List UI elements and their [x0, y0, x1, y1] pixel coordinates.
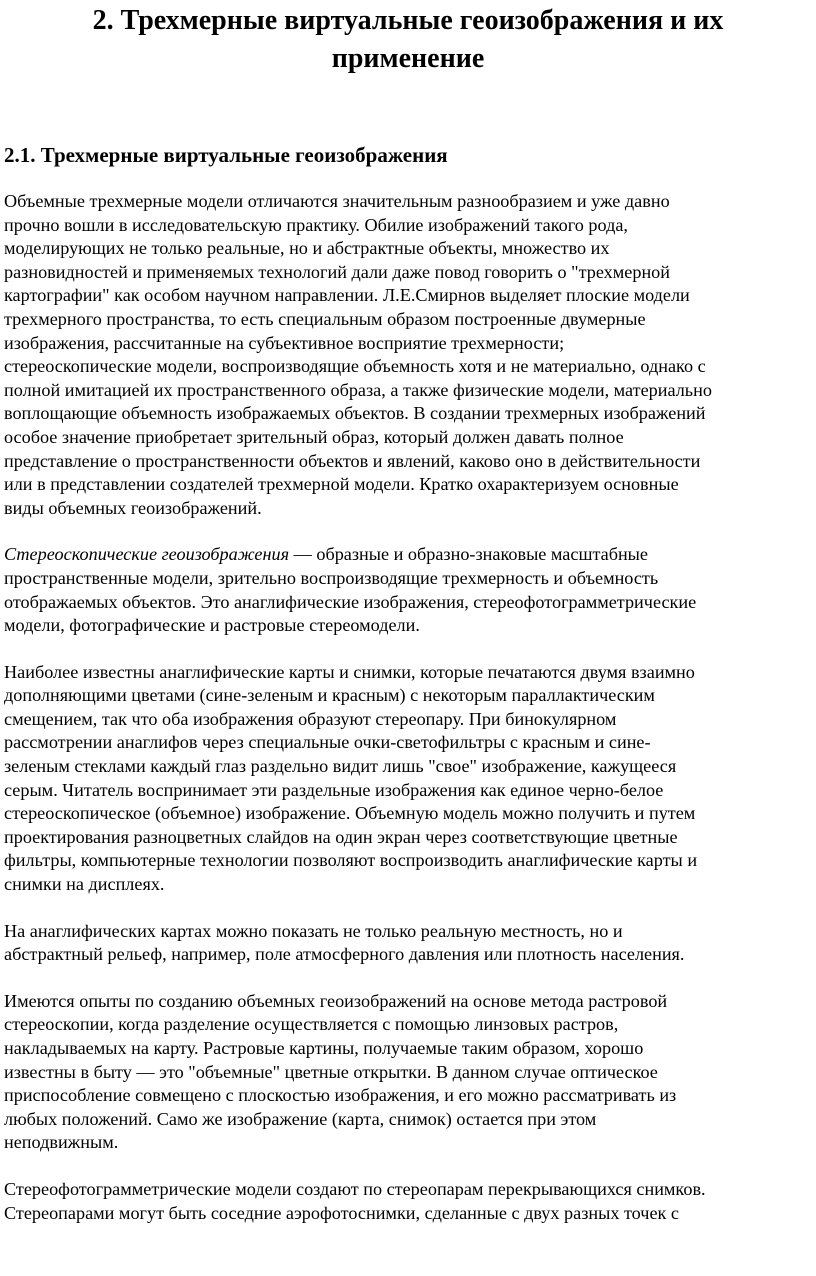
text-line: или в представлении создателей трехмерной модели. Кратко охарактеризуем основные	[4, 474, 679, 495]
text-line: прочно вошли в исследовательскую практику. Обилие изображений такого рода,	[4, 214, 628, 235]
text-line: Стереофотограмметрические модели создают по стереопарам перекрывающихся снимков.	[4, 1178, 706, 1199]
text-line: Объемные трехмерные модели отличаются значительным разнообразием и уже давно	[4, 191, 670, 211]
paragraph-anaglyph-maps	[4, 920, 816, 967]
text-line: снимки на дисплеях.	[4, 874, 165, 895]
title-line: 2. Трехмерные виртуальные геоизображения и их	[92, 5, 724, 36]
text-line: рассмотрении анаглифов через специальные очки-светофильтры с красным и сине-	[4, 732, 651, 753]
text-line: виды объемных геоизображений.	[4, 497, 262, 518]
text-line: Имеются опыты по созданию объемных геоизображений на основе метода растровой	[4, 990, 668, 1011]
text-line: представление о пространственности объектов и явлений, каково оно в действительности	[4, 450, 701, 471]
text-line: На анаглифических картах можно показать не только реальную местность, но и	[4, 920, 623, 941]
text-line	[4, 543, 816, 567]
text-line: разновидностей и применяемых технологий дали даже повод говорить о "трехмерной	[4, 261, 671, 282]
text-fragment: — образные и образно-знаковые масштабные	[289, 544, 648, 565]
paragraph-photogrammetric	[4, 1178, 816, 1225]
title-line: применение	[331, 43, 485, 74]
text-line: картографии" как особом научном направлении. Л.Е.Смирнов выделяет плоские модели	[4, 285, 690, 306]
text-line: стереоскопии, когда разделение осуществляется с помощью линзовых растров,	[4, 1014, 619, 1035]
text-line: особое значение приобретает зрительный образ, который должен давать полное	[4, 426, 624, 447]
text-line: воплощающие объемность изображаемых объектов. В создании трехмерных изображений	[4, 403, 706, 424]
section-heading: 2.1. Трехмерные виртуальные геоизображения	[4, 143, 448, 167]
text-line: неподвижным.	[4, 1132, 119, 1153]
text-line: дополняющими цветами (сине-зеленым и красным) с некоторым параллактическим	[4, 685, 655, 706]
text-line: абстрактный рельеф, например, поле атмосферного давления или плотность населения.	[4, 944, 685, 965]
text-line: серым. Читатель воспринимает эти раздельные изображения как единое черно-белое	[4, 779, 664, 800]
text-line: Стереопарами могут быть соседние аэрофотоснимки, сделанные с двух разных точек с	[4, 1202, 679, 1223]
text-line: моделирующих не только реальные, но и абстрактные объекты, множество их	[4, 238, 610, 259]
text-line: проектирования разноцветных слайдов на один экран через соответствующие цветные	[4, 826, 678, 847]
text-line: накладываемых на карту. Растровые картины, получаемые таким образом, хорошо	[4, 1038, 644, 1058]
text-line: пространственные модели, зрительно воспроизводящие трехмерность и объемность	[4, 567, 659, 588]
text-line: приспособление совмещено с плоскостью изображения, и его можно рассматривать из	[4, 1085, 677, 1106]
text-line: стереоскопические модели, воспроизводящие объемность хотя и не материально, однако с	[4, 356, 706, 377]
text-line: полной имитацией их пространственного образа, а также физические модели, материально	[4, 379, 712, 400]
text-line: любых положений. Само же изображение (карта, снимок) остается при этом	[4, 1108, 597, 1129]
text-line: стереоскопическое (объемное) изображение. Объемную модель можно получить и путем	[4, 803, 696, 824]
paragraph-raster	[4, 990, 816, 1155]
text-line: известны в быту — это "объемные" цветные открытки. В данном случае оптическое	[4, 1061, 658, 1082]
text-line: фильтры, компьютерные технологии позволяют воспроизводить анаглифические карты и	[4, 850, 698, 871]
text-line: отображаемых объектов. Это анаглифические изображения, стереофотограмметрические	[4, 591, 697, 612]
body-text	[4, 190, 816, 1248]
paragraph-intro	[4, 190, 816, 520]
text-line: трехмерного пространства, то есть специальным образом построенные двумерные	[4, 308, 646, 329]
text-line: изображения, рассчитанные на субъективное восприятие трехмерности;	[4, 332, 565, 353]
term-italic: Стереоскопические геоизображения	[4, 544, 290, 565]
text-line: Наиболее известны анаглифические карты и снимки, которые печатаются двумя взаимно	[4, 661, 695, 682]
paragraph-anaglyph	[4, 661, 816, 897]
text-line: зеленым стеклами каждый глаз раздельно видит лишь "свое" изображение, кажущееся	[4, 756, 677, 777]
text-line: модели, фотографические и растровые стереомодели.	[4, 615, 420, 636]
paragraph-stereoscopic	[4, 543, 816, 637]
text-line: смещением, так что оба изображения образуют стереопару. При бинокулярном	[4, 708, 617, 729]
page-title	[0, 2, 816, 78]
